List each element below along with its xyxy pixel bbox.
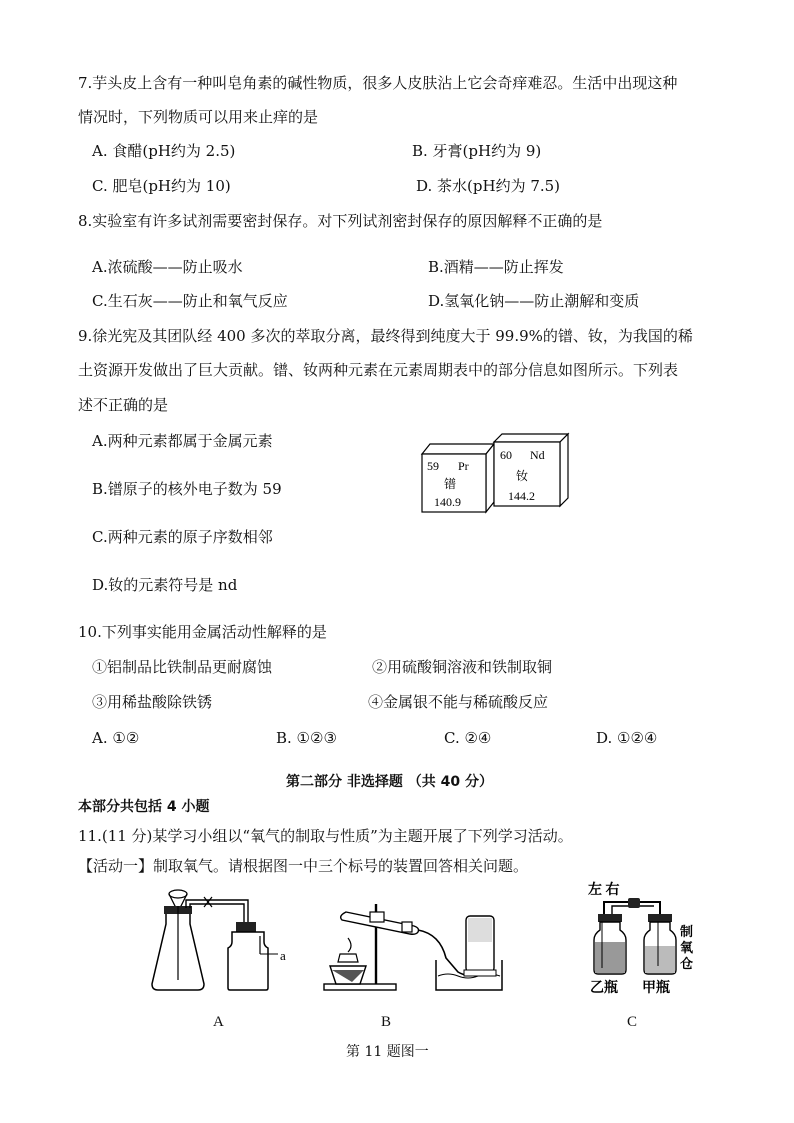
part2-subtitle: 本部分共包括 4 小题 (78, 799, 210, 815)
q7-stem-line1: 7.芋头皮上含有一种叫皂角素的碱性物质，很多人皮肤沾上它会奇痒难忍。生活中出现这种 (78, 74, 678, 92)
q9-option-c: C.两种元素的原子序数相邻 (92, 528, 273, 546)
q7-option-d: D. 茶水(pH约为 7.5) (416, 177, 561, 195)
apparatus-a-figure (148, 884, 298, 996)
side-char-2: 氧 (680, 940, 694, 955)
q8-option-b: B.酒精——防止挥发 (428, 258, 564, 276)
q8-option-a: A.浓硫酸——防止吸水 (92, 258, 243, 276)
q9-stem-line1: 9.徐光宪及其团队经 400 多次的萃取分离，最终得到纯度大于 99.9%的镨、钕，为我国的稀 (78, 327, 693, 345)
q10-fact-4: ④金属银不能与稀硫酸反应 (368, 693, 549, 711)
figure-label-b: B (381, 1014, 392, 1030)
q8-option-d: D.氢氧化钠——防止潮解和变质 (428, 292, 640, 310)
q7-option-c: C. 肥皂(pH约为 10) (92, 177, 231, 195)
bottle-jia-label: 甲瓶 (642, 981, 670, 996)
q9-stem-line3: 述不正确的是 (78, 396, 169, 414)
apparatus-c-figure (584, 880, 704, 1000)
q10-option-c: C. ②④ (444, 729, 492, 747)
q11-stem: 11.(11 分)某学习小组以“氧气的制取与性质”为主题开展了下列学习活动。 (78, 827, 573, 845)
q10-fact-3: ③用稀盐酸除铁锈 (92, 693, 213, 711)
nd-name: 钕 (516, 469, 529, 483)
q10-option-d: D. ①②④ (596, 729, 658, 747)
periodic-cells-figure (414, 432, 576, 516)
side-char-1: 制 (680, 924, 694, 939)
q7-option-b: B. 牙膏(pH约为 9) (412, 142, 542, 160)
side-char-3: 仓 (680, 956, 694, 971)
q9-option-d: D.钕的元素符号是 nd (92, 576, 238, 594)
tube-label-a: a (280, 948, 286, 963)
q9-option-a: A.两种元素都属于金属元素 (92, 432, 273, 450)
apparatus-b-figure (318, 898, 503, 998)
q7-option-a: A. 食醋(pH约为 2.5) (92, 142, 236, 160)
q10-option-b: B. ①②③ (276, 729, 337, 747)
figure-caption: 第 11 题图一 (346, 1044, 429, 1060)
q10-fact-1: ①铝制品比铁制品更耐腐蚀 (92, 658, 273, 676)
q9-option-b: B.镨原子的核外电子数为 59 (92, 480, 282, 498)
bottle-yi-label: 乙瓶 (590, 981, 618, 996)
q8-stem: 8.实验室有许多试剂需要密封保存。对下列试剂密封保存的原因解释不正确的是 (78, 212, 603, 230)
nd-symbol: Nd (530, 448, 545, 462)
nd-number: 60 (500, 448, 512, 462)
q10-stem: 10.下列事实能用金属活动性解释的是 (78, 623, 327, 641)
q9-stem-line2: 土资源开发做出了巨大贡献。镨、钕两种元素在元素周期表中的部分信息如图所示。下列表 (78, 361, 679, 379)
figure-label-a: A (213, 1014, 224, 1030)
q7-stem-line2: 情况时，下列物质可以用来止痒的是 (78, 108, 319, 126)
figure-label-c: C (627, 1014, 638, 1030)
q10-option-a: A. ①② (92, 729, 140, 747)
q8-option-c: C.生石灰——防止和氧气反应 (92, 292, 288, 310)
pr-number: 59 (427, 459, 439, 473)
pr-name: 镨 (444, 477, 457, 491)
q11-activity-one: 【活动一】制取氧气。请根据图一中三个标号的装置回答相关问题。 (78, 857, 529, 875)
left-right-label: 左 右 (588, 883, 620, 898)
part2-title: 第二部分 非选择题 （共 40 分） (286, 774, 493, 790)
q10-fact-2: ②用硫酸铜溶液和铁制取铜 (372, 658, 553, 676)
pr-mass: 140.9 (434, 495, 461, 509)
pr-symbol: Pr (458, 459, 469, 473)
nd-mass: 144.2 (508, 489, 535, 503)
